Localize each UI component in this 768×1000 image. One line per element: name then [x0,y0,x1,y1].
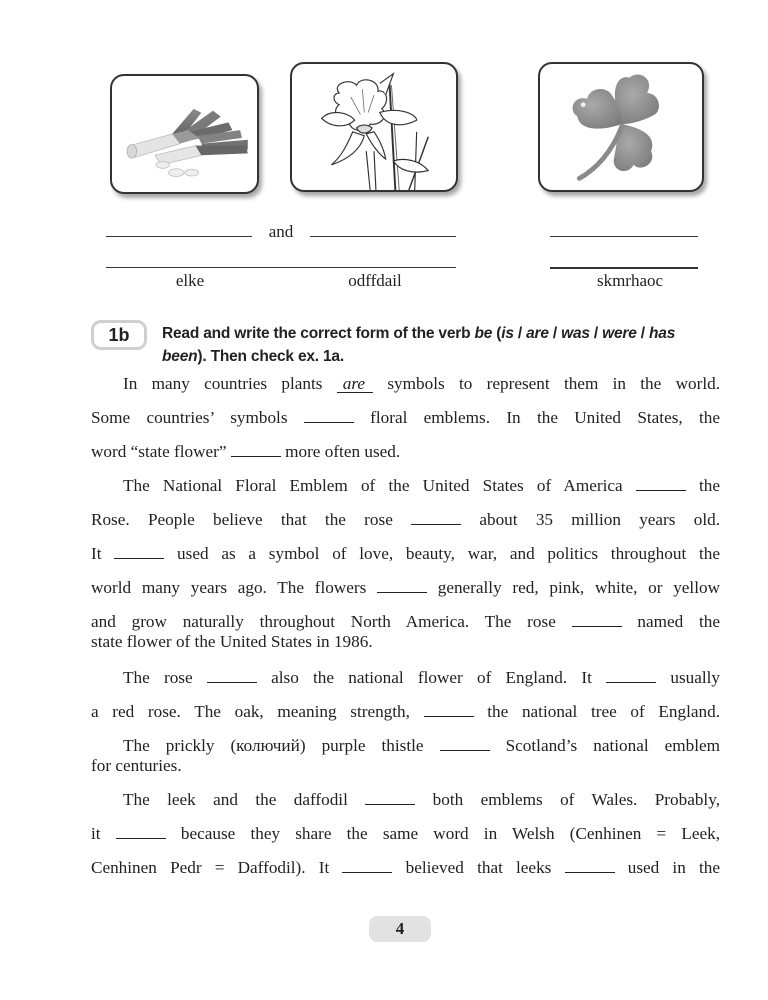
leek-picture [110,74,259,194]
answer-blank[interactable] [304,408,354,423]
instruction-text: ). Then check ex. 1a. [197,348,344,365]
scrambled-word-daffodil: odffdail [348,271,402,290]
text-segment: In many countries plants [123,374,337,393]
instruction-verb: be [474,325,493,342]
answer-blank[interactable] [606,668,656,683]
verb-option: were [602,325,637,342]
text-segment: world many years ago. The flowers [91,578,377,597]
text-segment: symbols to represent them in the world. [373,374,720,393]
text-line [91,824,720,844]
text-segment: state flower of the United States in 1986. [91,632,373,651]
scrambled-word-shamrock: skmrhaoc [596,271,664,290]
text-line [123,476,720,496]
text-segment: The rose [123,668,207,687]
verb-option: are [526,325,549,342]
text-line [123,374,720,394]
answer-line-daffodil[interactable] [310,236,456,237]
text-segment: named the [621,612,720,631]
answer-blank[interactable] [114,544,164,559]
text-line [91,442,720,462]
text-line [123,668,720,688]
text-line [91,632,720,652]
answer-blank[interactable] [231,442,281,457]
answer-blank[interactable] [365,790,415,805]
text-line [123,736,720,756]
text-segment: floral emblems. In the United States, the [353,408,720,427]
text-segment: more often used. [280,442,401,461]
text-segment: generally red, pink, white, or yellow [427,578,720,597]
text-segment: the national tree of England. [473,702,720,721]
text-line [91,510,720,530]
text-segment: The prickly (колючий) purple thistle [123,736,440,755]
exercise-instruction [162,322,722,368]
scrambled-word-leek: elke [175,271,205,290]
and-label: and [268,222,294,241]
text-line [91,612,720,632]
verb-option: been [162,348,198,365]
text-segment: about 35 million years old. [461,510,720,529]
daffodil-picture [290,62,458,192]
text-segment: The leek and the daffodil [123,790,366,809]
answer-blank[interactable] [411,510,461,525]
answer-blank[interactable] [116,824,166,839]
verb-option: is [501,325,514,342]
shamrock-icon [540,64,702,190]
text-segment: word “state flower” [91,442,231,461]
instruction-text: Read and write the correct form of the verb [162,325,475,342]
text-segment: both emblems of Wales. Probably, [415,790,720,809]
separator: / [636,325,650,342]
text-segment: it [91,824,116,843]
leek-icon [112,76,257,192]
answer-blank[interactable] [565,858,615,873]
text-segment: Cenhinen Pedr = Daffodil). It [91,858,343,877]
text-segment: a red rose. The oak, meaning strength, [91,702,424,721]
text-line [91,408,720,428]
separator: / [589,325,603,342]
answer-blank[interactable] [636,476,686,491]
text-segment: and grow naturally throughout North America. The rose [91,612,572,631]
example-answer: are [337,376,373,393]
text-segment: Rose. People believe that the rose [91,510,412,529]
answer-blank[interactable] [207,668,257,683]
text-segment: Some countries’ symbols [91,408,304,427]
text-line [91,544,720,564]
exercise-number-badge: 1b [91,320,147,350]
answer-line-shamrock[interactable] [550,236,698,237]
instruction-text: ( [492,325,502,342]
answer-line-shamrock-unscrambled[interactable] [550,267,698,269]
answer-line-leek[interactable] [106,236,252,237]
text-segment: Scotland’s national emblem [489,736,721,755]
answer-blank[interactable] [342,858,392,873]
text-segment: The National Floral Emblem of the United States of America [123,476,636,495]
text-segment: usually [656,668,721,687]
text-line [91,756,720,776]
text-line [91,858,720,878]
page-number: 4 [369,916,431,942]
text-segment: also the national flower of England. It [256,668,607,687]
text-segment: for centuries. [91,756,182,775]
answer-blank[interactable] [572,612,622,627]
answer-blank[interactable] [440,736,490,751]
separator: / [548,325,562,342]
verb-option: has [649,325,676,342]
shamrock-picture [538,62,704,192]
text-line [123,790,720,810]
text-segment: used as a symbol of love, beauty, war, and politics throughout the [164,544,720,563]
text-segment: because they share the same word in Welsh (Cenhinen = Leek, [165,824,721,843]
answer-blank[interactable] [377,578,427,593]
text-segment: It [91,544,115,563]
verb-option: was [561,325,590,342]
text-line [91,702,720,722]
daffodil-icon [292,64,456,190]
text-segment: used in the [614,858,720,877]
answer-blank[interactable] [424,702,474,717]
text-segment: believed that leeks [392,858,565,877]
text-line [91,578,720,598]
text-segment: the [685,476,720,495]
separator: / [513,325,527,342]
answer-line-leek-daffodil-unscrambled[interactable] [106,267,456,268]
